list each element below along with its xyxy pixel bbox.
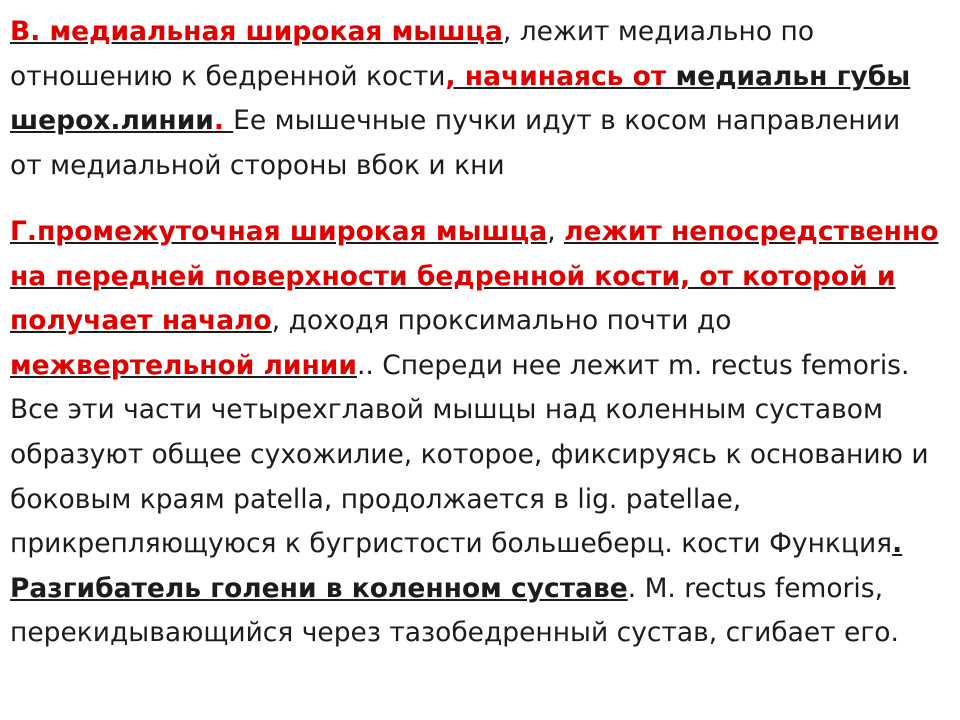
paragraph-2-text-4: . M. rectus femoris, перекидывающийся через тазобедренный сустав, сгибает его.	[10, 572, 899, 649]
paragraph-1-origin-line: медиальн губы шерох.линии	[10, 60, 911, 137]
heading-vastus-intermedius: Г.промежуточная широкая мышца	[10, 216, 548, 247]
paragraph-2-intertrochanteric-line: межвертельной линии	[10, 349, 357, 381]
paragraph-1-text-1: , лежит медиально по отношению к бедренной кости	[10, 16, 815, 92]
paragraph-vastus-intermedius	[10, 210, 940, 656]
paragraph-vastus-medialis	[10, 10, 940, 188]
paragraph-2-text-3: .. Спереди нее лежит m. rectus femoris. Все эти части четырехглавой мышцы над коленным суставом образуют общее сухожилие, которое, фиксируясь к основанию и боковым краям patella, продолжается в lig. patellae, прикрепляющуюся к бугристости большеберц. кости Функция	[10, 349, 929, 560]
heading-vastus-medialis: В. медиальная широкая мышца	[10, 16, 503, 47]
paragraph-1-origin-phrase: , начинаясь от	[445, 60, 676, 92]
paragraph-2-function: . Разгибатель голени в коленном суставе	[10, 528, 903, 604]
paragraph-2-text-1: ,	[547, 216, 565, 247]
paragraph-1-period: .	[213, 105, 234, 137]
paragraph-1-text-2: Ее мышечные пучки идут в косом направлении от медиальной стороны вбок и кни	[10, 105, 901, 181]
paragraph-2-location-phrase: лежит непосредственно на передней поверхности бедренной кости, от которой и получает начало	[10, 216, 939, 337]
paragraph-2-text-2: , доходя проксимально почти до	[271, 305, 732, 337]
